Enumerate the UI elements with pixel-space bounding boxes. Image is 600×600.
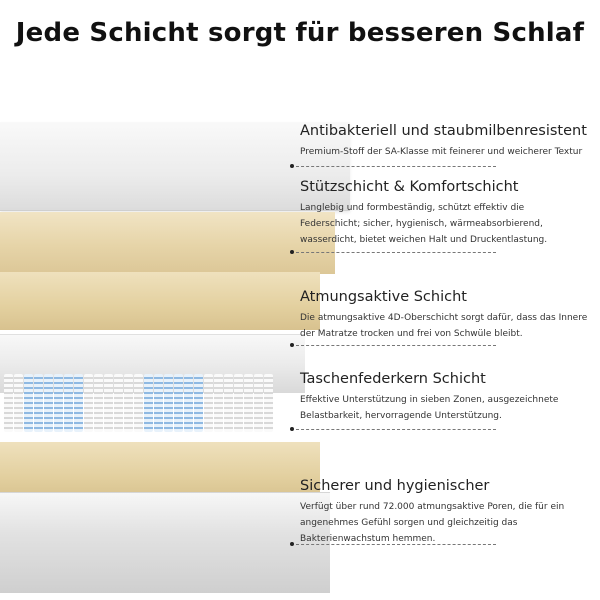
callout-dashed-line xyxy=(296,345,496,346)
spring-coil xyxy=(14,374,23,432)
callout-dot xyxy=(290,542,294,546)
layer-description: Langlebig und formbeständig, schützt effektiv die Federschicht; sicher, hygienisch, wärmeabsorbierend, wasserdicht, bietet weichen Halt und Druckentlastung. xyxy=(300,203,548,245)
layer-heading: Taschenfederkern Schicht xyxy=(300,371,486,387)
layer-callout-breathable xyxy=(300,288,600,342)
layer-description: Die atmungsaktive 4D-Oberschicht sorgt dafür, dass das Innere der Matratze trocken und frei von Schwüle bleibt. xyxy=(300,313,588,339)
callout-dashed-line xyxy=(296,429,496,430)
spring-coil xyxy=(214,374,223,432)
spring-coil-zone xyxy=(174,374,183,432)
layer-description: Effektive Unterstützung in sieben Zonen, ausgezeichnete Belastbarkeit, hervorragende Unterstützung. xyxy=(300,395,559,421)
spring-coil-zone xyxy=(34,374,43,432)
spring-coil xyxy=(104,374,113,432)
spring-coil-zone xyxy=(184,374,193,432)
callout-dot xyxy=(290,343,294,347)
spring-coil xyxy=(224,374,233,432)
layer-callout-pocket-spring xyxy=(300,370,600,424)
callout-dashed-line xyxy=(296,544,496,545)
spring-coil-zone xyxy=(164,374,173,432)
spring-coil xyxy=(124,374,133,432)
spring-coil-zone xyxy=(54,374,63,432)
spring-coil-zone xyxy=(64,374,73,432)
callout-dashed-line xyxy=(296,252,496,253)
comfort-foam-layer xyxy=(0,272,320,330)
layer-callout-support xyxy=(300,178,600,248)
layer-description: Verfügt über rund 72.000 atmungsaktive Poren, die für ein angenehmes Gefühl sorgen und gleichzeitig das Bakterienwachstum hemmen. xyxy=(300,502,565,544)
spring-coil-zone xyxy=(144,374,153,432)
layer-heading: Atmungsaktive Schicht xyxy=(300,289,467,305)
callout-dot xyxy=(290,164,294,168)
layer-callout-hygienic xyxy=(300,477,600,547)
spring-coil xyxy=(204,374,213,432)
base-layer xyxy=(0,492,330,593)
page-title: Jede Schicht sorgt für besseren Schlaf xyxy=(15,18,585,48)
spring-coil xyxy=(264,374,273,432)
spring-coil xyxy=(134,374,143,432)
layer-heading: Stützschicht & Komfortschicht xyxy=(300,179,519,195)
callout-dot xyxy=(290,250,294,254)
layer-heading: Antibakteriell und staubmilbenresistent xyxy=(300,123,587,139)
layer-callout-antibacterial xyxy=(300,122,600,160)
spring-coil-zone xyxy=(44,374,53,432)
spring-coil xyxy=(4,374,13,432)
pocket-spring-layer xyxy=(0,374,295,432)
spring-coil-zone xyxy=(194,374,203,432)
layer-heading: Sicherer und hygienischer xyxy=(300,478,490,494)
spring-coil-zone xyxy=(24,374,33,432)
spring-coil-zone xyxy=(154,374,163,432)
spring-coil xyxy=(84,374,93,432)
spring-coil-zone xyxy=(74,374,83,432)
spring-coil xyxy=(114,374,123,432)
support-foam-layer xyxy=(0,212,335,274)
spring-coil xyxy=(254,374,263,432)
layer-description: Premium-Stoff der SA-Klasse mit feinerer und weicherer Textur xyxy=(300,147,583,157)
callout-dashed-line xyxy=(296,166,496,167)
spring-coil xyxy=(94,374,103,432)
spring-coil xyxy=(244,374,253,432)
spring-coil xyxy=(234,374,243,432)
callout-dot xyxy=(290,427,294,431)
